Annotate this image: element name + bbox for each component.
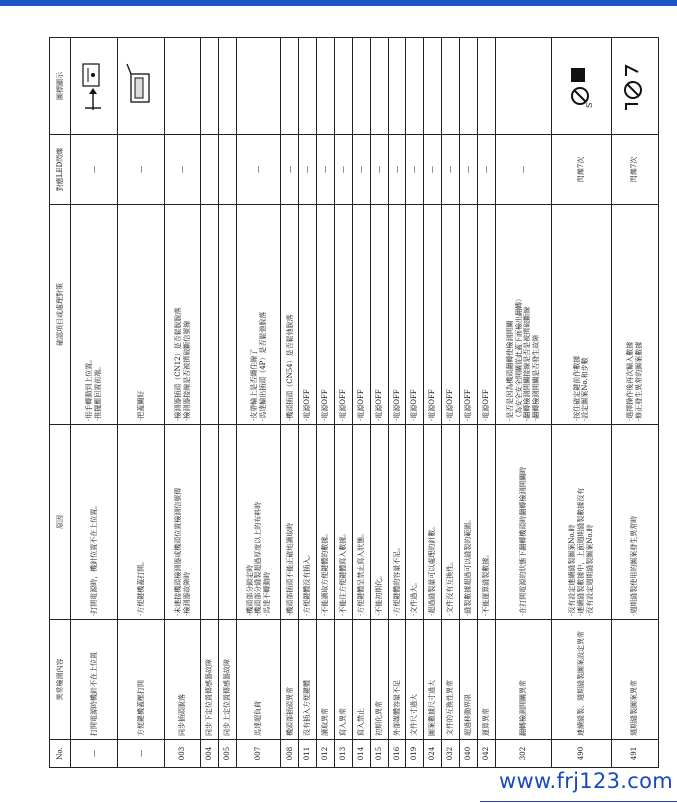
- cell-content: 寫入異常: [334, 620, 352, 740]
- cause-line: ·機頭部分縫製超過厚度以上的布料時: [254, 501, 263, 616]
- action-line: ·電源OFF: [446, 389, 455, 421]
- table-row: [334, 38, 352, 768]
- action-line: ·推擺應回置前端。: [94, 362, 103, 421]
- cause-line: ·沒有設定週期縫製圖案No.時: [585, 524, 594, 616]
- cell-content: 初期化異常: [370, 620, 388, 740]
- action-line: ·選擇操作後再次輸入數據: [626, 341, 635, 421]
- cell-cause: [424, 425, 442, 620]
- cause-line: ·超過縫製量可以處理的針數。: [428, 522, 437, 616]
- cell-content: 打開電源時機針不在上位置: [71, 620, 118, 740]
- cell-cause: [370, 425, 388, 620]
- cell-no: —: [118, 740, 165, 768]
- header-display: 圖標顯示: [50, 38, 71, 135]
- cell-content: 連續縫製、週期縫製圖案設定異常: [552, 620, 612, 740]
- cell-display: [477, 38, 495, 135]
- action-line: ·電源OFF: [303, 389, 312, 421]
- cell-display: [201, 38, 219, 135]
- table-row: [442, 38, 460, 768]
- action-line: （為安全安全開關從此蓋下面檢出翻轉）: [514, 295, 523, 421]
- cell-no: 014: [352, 740, 370, 768]
- cell-no: 013: [334, 740, 352, 768]
- cell-display: [334, 38, 352, 135]
- cell-led: —: [424, 135, 442, 205]
- cause-line: ·不能往方便鍵體寫入數據。: [339, 529, 348, 616]
- needle-up-icon: [80, 56, 109, 116]
- cell-display: [388, 38, 406, 135]
- cell-content: 機頭部插頭異常: [281, 620, 299, 740]
- cell-no: 016: [388, 740, 406, 768]
- cell-action: [424, 205, 442, 425]
- cell-display: [236, 38, 281, 135]
- cell-no: 032: [442, 740, 460, 768]
- cause-line: ·機頭部分鎖定時: [245, 564, 254, 616]
- cell-display: [281, 38, 299, 135]
- action-line: ·翻轉檢測開關是否發生故障: [532, 334, 541, 421]
- table-row: [299, 38, 317, 768]
- action-line: ·電源OFF: [339, 389, 348, 421]
- header-cause: 原因: [50, 425, 71, 620]
- cell-display: [611, 38, 658, 135]
- cell-cause: [334, 425, 352, 620]
- cell-content: 同步下定位置傳感器故障: [201, 620, 219, 740]
- action-line: ·修正發生異常的圖案數據: [634, 341, 643, 421]
- cell-no: 019: [406, 740, 424, 768]
- cell-led: —: [495, 135, 552, 205]
- action-line: ·電源OFF: [410, 389, 419, 421]
- cell-cause: [352, 425, 370, 620]
- cell-action: [334, 205, 352, 425]
- table-row: [388, 38, 406, 768]
- cell-content: 文件尺寸過大: [406, 620, 424, 740]
- cell-no: 042: [477, 740, 495, 768]
- cell-cause: [442, 425, 460, 620]
- table-row: [71, 38, 118, 768]
- action-line: ·機頭插頭（CN54）是否鬆弛脫落: [285, 314, 294, 421]
- cell-action: [370, 205, 388, 425]
- cell-display: [299, 38, 317, 135]
- cell-action: [71, 205, 118, 425]
- action-line: ·電源OFF: [356, 389, 365, 421]
- action-line: ·檢測器接線是否被擠破斷信號線: [182, 320, 191, 421]
- cell-led: 閃爍7次: [611, 135, 658, 205]
- cell-display: [406, 38, 424, 135]
- cell-no: 302: [495, 740, 552, 768]
- table-row: [218, 38, 236, 768]
- cell-action: [477, 205, 495, 425]
- cell-no: 003: [165, 740, 201, 768]
- cell-led: —: [165, 135, 201, 205]
- cell-cause: [477, 425, 495, 620]
- cell-action: [317, 205, 335, 425]
- table-row: [370, 38, 388, 768]
- cell-led: —: [317, 135, 335, 205]
- cell-led: —: [352, 135, 370, 205]
- svg-text:S: S: [584, 102, 594, 108]
- cause-line: ·不能讀取方便鍵體的數據。: [321, 529, 330, 616]
- cell-action: [118, 205, 165, 425]
- header-led: 對應LED閃爍: [50, 135, 71, 205]
- cell-led: —: [334, 135, 352, 205]
- cell-led: —: [71, 135, 118, 205]
- table-row: [165, 38, 201, 768]
- cause-line: ·週期縫製使用的圖案發生異常時: [630, 515, 639, 616]
- table-row: [317, 38, 335, 768]
- cell-action: [236, 205, 281, 425]
- action-line: ·皮帶輪上是否纏住線了: [249, 348, 258, 421]
- cause-line: ·方便鍵機蓋打開。: [136, 557, 145, 616]
- cell-content: 外部媒體容量不足: [388, 620, 406, 740]
- action-line: ·翻轉檢測開關接線是否是被擠破斷線: [523, 306, 532, 421]
- error-code-table-rotated: [49, 38, 659, 768]
- cell-cause: [218, 425, 236, 620]
- cell-no: 024: [424, 740, 442, 768]
- cell-cause: [118, 425, 165, 620]
- cell-led: —: [118, 135, 165, 205]
- table-header-row: [50, 38, 71, 768]
- pattern-error-icon: [567, 56, 596, 116]
- cell-action: [299, 205, 317, 425]
- table-row: [477, 38, 495, 768]
- action-line: ·電源OFF: [374, 389, 383, 421]
- action-line: ·把蓋關好: [136, 390, 145, 421]
- cell-led: —: [236, 135, 281, 205]
- cause-line: ·未連接機頭檢測器或機頭位置檢測信號傳: [174, 487, 183, 616]
- cover-open-icon: [127, 56, 156, 116]
- cell-content: 方便鍵機蓋壓打開: [118, 620, 165, 740]
- cell-action: [165, 205, 201, 425]
- cell-cause: [299, 425, 317, 620]
- header-no: No.: [50, 740, 71, 768]
- header-action: 確認項目或處理對策: [50, 205, 71, 425]
- error-code-table: [49, 37, 659, 768]
- cell-cause: [388, 425, 406, 620]
- watermark-underline: [480, 801, 677, 802]
- cell-content: 同步上定位置傳感器故障: [218, 620, 236, 740]
- cell-no: 040: [459, 740, 477, 768]
- action-line: ·電源OFF: [321, 389, 330, 421]
- cause-line: ·機頭部插頭不能正確地讀取時: [285, 522, 294, 616]
- cell-content: 同步插頭脫落: [165, 620, 201, 740]
- cell-action: [459, 205, 477, 425]
- action-line: ·是否是因為機頭翻轉使檢測開關: [505, 320, 514, 421]
- cause-line: ·方便鍵體沒有插入。: [303, 550, 312, 616]
- table-row: [201, 38, 219, 768]
- cell-no: 491: [611, 740, 658, 768]
- cell-led: —: [406, 135, 424, 205]
- cause-line: ·檢測器故障時: [182, 571, 191, 616]
- cell-action: [201, 205, 219, 425]
- cause-line: ·方便鍵體的容量不足。: [392, 543, 401, 616]
- cell-action: [442, 205, 460, 425]
- cell-led: [201, 135, 219, 205]
- action-line: ·按住確定鍵前作數據: [572, 355, 581, 421]
- header-content: 異常檢測內容: [50, 620, 71, 740]
- cell-content: 馬達超負荷: [236, 620, 281, 740]
- cell-content: 超過移動界限: [459, 620, 477, 740]
- cell-action: [495, 205, 552, 425]
- action-line: ·電源OFF: [481, 389, 490, 421]
- cell-action: [352, 205, 370, 425]
- cause-line: ·沒有設定連續縫製圖案No.時: [568, 524, 577, 616]
- cell-cause: [281, 425, 299, 620]
- cell-content: 圖案數據尺寸過大: [424, 620, 442, 740]
- cell-led: [218, 135, 236, 205]
- cell-cause: [201, 425, 219, 620]
- table-row: [118, 38, 165, 768]
- action-line: ·設定圖案No.和步數: [581, 357, 590, 421]
- cell-no: 011: [299, 740, 317, 768]
- cell-no: 005: [218, 740, 236, 768]
- table-row: [424, 38, 442, 768]
- cell-cause: [552, 425, 612, 620]
- cell-action: [406, 205, 424, 425]
- watermark-url: www.frj123.com: [499, 769, 673, 793]
- cell-display: [552, 38, 612, 135]
- cell-content: 讀取異常: [317, 620, 335, 740]
- cell-no: —: [71, 740, 118, 768]
- cell-led: —: [299, 135, 317, 205]
- table-row: [611, 38, 658, 768]
- cell-cause: [611, 425, 658, 620]
- cell-cause: [459, 425, 477, 620]
- table-row: [495, 38, 552, 768]
- cell-content: 週期縫製圖案異常: [611, 620, 658, 740]
- cell-no: 007: [236, 740, 281, 768]
- cell-no: 008: [281, 740, 299, 768]
- action-line: ·檢測器插頭（CN12）是否鬆脫脫落: [174, 307, 183, 421]
- table-body: [71, 38, 659, 768]
- cell-cause: [495, 425, 552, 620]
- table-row: [459, 38, 477, 768]
- cell-led: —: [370, 135, 388, 205]
- cell-display: [317, 38, 335, 135]
- cell-no: 004: [201, 740, 219, 768]
- cause-line: ·打開電源時，機針位置不在上位置。: [89, 501, 98, 616]
- cell-led: 閃爍7次: [552, 135, 612, 205]
- cell-cause: [165, 425, 201, 620]
- cell-display: [118, 38, 165, 135]
- cell-display: [495, 38, 552, 135]
- cell-action: [388, 205, 406, 425]
- cell-display: [370, 38, 388, 135]
- cell-no: 490: [552, 740, 612, 768]
- cycle-pattern-error-icon: [620, 56, 649, 116]
- cell-action: [552, 205, 612, 425]
- cell-no: 012: [317, 740, 335, 768]
- cell-content: 文件的互換性異常: [442, 620, 460, 740]
- cause-line: ·馬達不轉動時: [263, 571, 272, 616]
- cell-action: [281, 205, 299, 425]
- cause-line: ·文件過大。: [410, 578, 419, 616]
- cell-display: [165, 38, 201, 135]
- cell-display: [71, 38, 118, 135]
- action-line: ·馬達輸出插頭（4P）是否鬆弛脫落: [258, 311, 267, 421]
- action-line: ·電源OFF: [428, 389, 437, 421]
- cause-line: ·不能運算縫製數據。: [481, 550, 490, 616]
- cell-display: [352, 38, 370, 135]
- cell-content: 寫入禁止: [352, 620, 370, 740]
- cause-line: ·縫製數據超過可以縫製的範圍。: [463, 515, 472, 616]
- table-row: [352, 38, 370, 768]
- cell-led: —: [459, 135, 477, 205]
- cell-display: [424, 38, 442, 135]
- action-line: ·電源OFF: [463, 389, 472, 421]
- action-line: ·用手轉動到上位置。: [85, 355, 94, 421]
- cell-display: [218, 38, 236, 135]
- cell-led: —: [442, 135, 460, 205]
- cell-cause: [236, 425, 281, 620]
- table-row: [236, 38, 281, 768]
- cause-line: ·不能初期化。: [374, 571, 383, 616]
- cell-cause: [406, 425, 424, 620]
- cell-action: [218, 205, 236, 425]
- cell-led: —: [281, 135, 299, 205]
- cell-led: —: [477, 135, 495, 205]
- cell-no: 015: [370, 740, 388, 768]
- cause-line: ·在打開電源的狀態下翻轉機頭時翻轉檢測開關時: [518, 466, 527, 616]
- action-line: ·電源OFF: [392, 389, 401, 421]
- cell-content: 沒有插入方便鍵體: [299, 620, 317, 740]
- cell-content: 翻轉檢測開關異常: [495, 620, 552, 740]
- table-row: [406, 38, 424, 768]
- cause-line: ·文件沒有互換性。: [446, 557, 455, 616]
- table-row: [552, 38, 612, 768]
- cell-led: —: [388, 135, 406, 205]
- cause-line: ·方便鍵體呈禁止寫入狀態。: [356, 529, 365, 616]
- cell-content: 運算異常: [477, 620, 495, 740]
- cell-cause: [317, 425, 335, 620]
- cause-line: ·連續縫製數據中，上面週期縫製數據沒有: [576, 487, 585, 616]
- cell-display: [459, 38, 477, 135]
- table-row: [281, 38, 299, 768]
- cell-cause: [71, 425, 118, 620]
- cell-action: [611, 205, 658, 425]
- cell-display: [442, 38, 460, 135]
